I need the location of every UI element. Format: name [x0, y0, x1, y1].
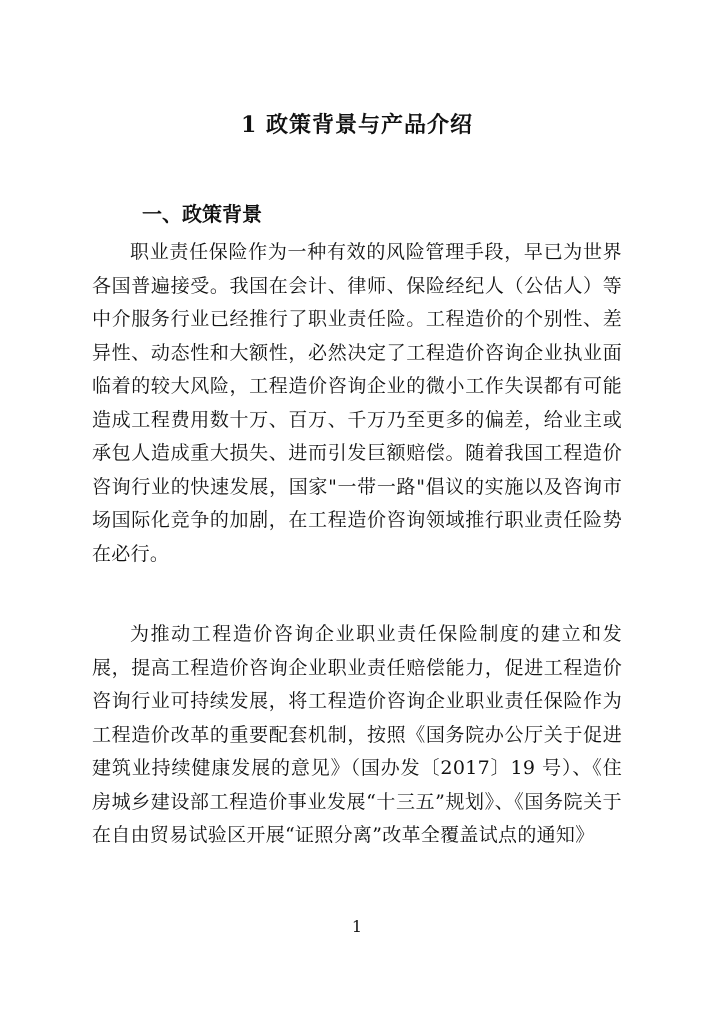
paragraph-policy-purpose: 为推动工程造价咨询企业职业责任保险制度的建立和发展，提高工程造价咨询企业职业责任赔偿能力，促进工程造价咨询行业可持续发展，将工程造价咨询企业职业责任保险作为工程造价改革的重要配套机制，按照《国务院办公厅关于促进建筑业持续健康发展的意见》（国办发〔2017〕19 号）、《住房城乡建设部工程造价事业发展“十三五”规划》、《国务院关于在自由贸易试验区开展“证照分离”改革全覆盖试点的通知》	[92, 623, 622, 846]
page-number: 1	[351, 917, 363, 936]
paragraph-policy-background: 职业责任保险作为一种有效的风险管理手段，早已为世界各国普遍接受。我国在会计、律师、保险经纪人（公估人）等中介服务行业已经推行了职业责任险。工程造价的个别性、差异性、动态性和大额性，必然决定了工程造价咨询企业执业面临着的较大风险，工程造价咨询企业的微小工作失误都有可能造成工程费用数十万、百万、千万乃至更多的偏差，给业主或承包人造成重大损失、进而引发巨额赔偿。随着我国工程造价咨询行业的快速发展，国家"一带一路"倡议的实施以及咨询市场国际化竞争的加剧，在工程造价咨询领域推行职业责任险势在必行。	[92, 241, 622, 565]
section-heading: 一、政策背景	[142, 202, 262, 226]
chapter-title: 1 政策背景与产品介绍	[241, 112, 473, 138]
